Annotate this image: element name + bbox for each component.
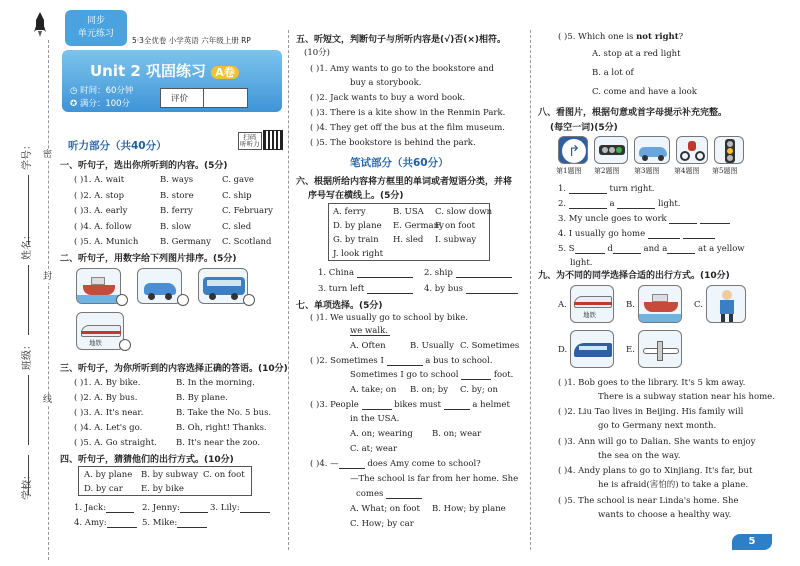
q3-row[interactable]: ( )5. A. Go straight.	[74, 438, 157, 448]
q2-pic-subway	[76, 312, 124, 350]
rocket-icon	[34, 12, 46, 38]
q9-item-cont: There is a subway station near his home.	[598, 392, 775, 402]
q7-item-cont: in the USA.	[350, 414, 400, 424]
q5-item[interactable]: ( )1. Amy wants to go to the bookstore and	[310, 64, 494, 74]
q6-option: H. sled	[393, 235, 424, 245]
q7-option: B. a lot of	[592, 68, 634, 78]
answer-blank[interactable]	[106, 504, 134, 513]
name-label: 姓名：	[22, 230, 33, 260]
class-label: 班级：	[22, 340, 33, 370]
q7-title: 七、单项选择。(5分)	[296, 301, 383, 311]
q9-pic-ship	[638, 285, 682, 323]
q7-item[interactable]: ( )5. Which one is not right?	[558, 32, 684, 42]
name-line[interactable]	[28, 265, 29, 335]
answer-blank[interactable]	[177, 519, 207, 528]
q8-item: 4. I usually go home	[558, 229, 715, 239]
q1-row[interactable]: ( )3. A. early	[74, 206, 128, 216]
q4-option: C. on foot	[203, 470, 245, 480]
q6-blank-row: 4. by bus	[424, 284, 518, 294]
q4-title: 四、听句子，猜猜他们的出行方式。(10分)	[60, 455, 234, 465]
q1-option: C. gave	[222, 175, 254, 185]
q6-option: G. by train	[333, 235, 379, 245]
q9-item[interactable]: ( )4. Andy plans to go to Xinjiang. It's far, but	[558, 466, 753, 476]
answer-blank[interactable]	[466, 285, 518, 294]
q4-blank-row: 5. Mike:	[142, 518, 207, 528]
q3-row[interactable]: ( )3. A. It's near.	[74, 408, 144, 418]
q1-row[interactable]: ( )5. A. Munich	[74, 237, 139, 247]
answer-blank[interactable]	[569, 200, 607, 209]
answer-blank[interactable]	[613, 245, 641, 254]
q7-item-cont: comes	[356, 489, 422, 499]
qr-code-icon[interactable]	[263, 130, 283, 150]
q7-item[interactable]: ( )1. We usually go to school by bike.	[310, 313, 468, 323]
q8-pic-3	[634, 136, 670, 164]
q9-pic-plane	[638, 330, 682, 368]
q6-option: I. subway	[435, 235, 477, 245]
q4-option: A. by plane	[84, 470, 133, 480]
q8-caption: 第2题图	[594, 167, 620, 175]
badge-line-1: 同步	[86, 16, 105, 26]
answer-blank[interactable]	[387, 357, 423, 366]
q9-pic-train	[570, 330, 614, 368]
q6-title-2: 序号写在横线上。(5分)	[308, 191, 404, 201]
title-tag: A卷	[211, 66, 239, 79]
qr-caption: 扫码 听听力	[238, 132, 262, 150]
column-divider	[530, 30, 531, 550]
q8-pic-1	[558, 136, 588, 164]
q1-option: C. February	[222, 206, 273, 216]
time-label: ◷ 时间：60分钟	[70, 86, 134, 96]
q9-pic-subway	[570, 285, 614, 323]
answer-blank[interactable]	[575, 245, 605, 254]
series-label: 5·3全优卷 小学英语 六年级上册 RP	[132, 36, 251, 45]
q7-option: B. on; by	[410, 385, 449, 395]
q7-option: A. on; wearing	[350, 429, 413, 439]
answer-blank[interactable]	[667, 245, 695, 254]
binding-strip	[0, 0, 60, 566]
q4-options-box	[78, 466, 252, 496]
q1-option: B. ferry	[160, 206, 193, 216]
q1-row[interactable]: ( )2. A. stop	[74, 191, 125, 201]
q8-pic-2	[594, 136, 628, 164]
column-3	[536, 0, 798, 566]
cut-mark-feng: 封	[43, 272, 53, 282]
q8-pic-5	[714, 136, 744, 164]
q1-option: C. Scotland	[222, 237, 272, 247]
q8-caption: 第1题图	[556, 167, 582, 175]
q3-row[interactable]: ( )1. A. By bike.	[74, 378, 141, 388]
q1-option: C. sled	[222, 222, 252, 232]
rating-divider	[203, 89, 204, 107]
walking-kid-icon	[722, 290, 732, 300]
q7-option: C. at; wear	[350, 444, 398, 454]
listening-section-title: 听力部分（共40分）	[68, 140, 167, 152]
q7-option: A. stop at a red light	[592, 49, 681, 59]
title-banner	[62, 50, 282, 112]
q3-row[interactable]: ( )2. A. By bus.	[74, 393, 138, 403]
q9-label: C.	[694, 300, 703, 310]
column-divider	[288, 30, 289, 550]
q3-option: B. In the morning.	[176, 378, 255, 388]
student-id-label: 学号：	[22, 140, 33, 170]
q7-option: B. on; wear	[432, 429, 482, 439]
q3-option: B. By plane.	[176, 393, 228, 403]
answer-blank[interactable]	[669, 215, 697, 224]
column-2	[296, 0, 526, 566]
answer-blank[interactable]	[357, 269, 413, 278]
answer-blank[interactable]	[461, 371, 491, 380]
q7-option: A. Often	[350, 341, 386, 351]
q6-blank-row: 3. turn left	[318, 284, 413, 294]
answer-blank[interactable]	[339, 460, 365, 469]
q8-subtitle: (每空一词)(5分)	[550, 123, 618, 133]
q7-item[interactable]: ( )4. — does Amy come to school?	[310, 459, 481, 469]
q8-item-cont: light.	[570, 258, 593, 268]
answer-blank[interactable]	[683, 230, 715, 239]
q6-blank-row: 2. ship	[424, 268, 512, 278]
ship-icon	[644, 302, 678, 312]
cut-mark-mi: 密	[43, 150, 53, 160]
q7-item-cont: Sometimes I go to school foot.	[350, 370, 514, 380]
q4-option: B. by subway	[141, 470, 199, 480]
answer-blank[interactable]	[617, 200, 655, 209]
q7-option: B. Usually	[410, 341, 454, 351]
q4-option: D. by car	[84, 484, 123, 494]
school-label: 学校：	[22, 470, 33, 500]
q8-item: 1. turn right.	[558, 184, 655, 194]
q9-item[interactable]: ( )3. Ann will go to Dalian. She wants to enjoy	[558, 437, 756, 447]
cut-line	[48, 40, 49, 560]
q1-option: C. ship	[222, 191, 252, 201]
q6-option: C. slow down	[435, 207, 493, 217]
answer-blank[interactable]	[700, 215, 730, 224]
q7-option: C. come and have a look	[592, 87, 697, 97]
q7-option: C. How; by car	[350, 519, 414, 529]
q5-item[interactable]: ( )5. The bookstore is behind the park.	[310, 138, 476, 148]
column-1	[60, 0, 288, 566]
q9-label: E.	[626, 345, 635, 355]
q5-item[interactable]: ( )2. Jack wants to buy a word book.	[310, 93, 466, 103]
rating-box[interactable]	[160, 88, 248, 108]
score-label: ✪ 满分：100分	[70, 99, 131, 109]
q8-caption: 第5题图	[712, 167, 738, 175]
answer-blank[interactable]	[569, 185, 607, 194]
q6-option: A. ferry	[333, 207, 366, 217]
q1-row[interactable]: ( )4. A. follow	[74, 222, 132, 232]
class-line[interactable]	[28, 375, 29, 445]
q7-option: C. by; on	[460, 385, 499, 395]
q7-option: B. How; by plane	[432, 504, 506, 514]
q2-pic-ship	[76, 268, 121, 304]
q3-title: 三、听句子，为你所听到的内容选择正确的答语。(10分)	[60, 364, 288, 374]
clock-icon: ◷	[70, 86, 81, 96]
answer-blank[interactable]	[367, 285, 413, 294]
page-title: Unit 2 巩固练习 A卷	[90, 60, 239, 81]
q2-answer-circle[interactable]	[119, 339, 131, 351]
q1-row[interactable]: ( )1. A. wait	[74, 175, 125, 185]
q9-item[interactable]: ( )1. Bob goes to the library. It's 5 km away.	[558, 378, 746, 388]
q6-option: B. USA	[393, 207, 424, 217]
q2-title: 二、听句子，用数字给下列图片排序。(5分)	[60, 254, 237, 264]
q5-title: 五、听短文，判断句子与所听内容是(√)否(×)相符。	[296, 35, 506, 45]
q1-title: 一、听句子，选出你所听到的内容。(5分)	[60, 161, 228, 171]
q9-item[interactable]: ( )2. Liu Tao lives in Beijing. His family will	[558, 407, 744, 417]
q7-option: A. take; on	[350, 385, 397, 395]
answer-blank[interactable]	[386, 490, 422, 499]
writing-section-title: 笔试部分（共60分）	[350, 157, 449, 169]
q8-caption: 第4题图	[674, 167, 700, 175]
q7-item-cont: we walk.	[350, 326, 388, 336]
q9-item-cont: he is afraid(害怕的) to take a plane.	[598, 480, 749, 490]
answer-blank[interactable]	[240, 504, 270, 513]
answer-blank[interactable]	[180, 504, 208, 513]
rating-label: 评价	[171, 94, 189, 104]
q8-item: 3. My uncle goes to work	[558, 214, 730, 224]
q7-item-cont: —The school is far from her home. She	[350, 474, 519, 484]
q9-label: A.	[558, 300, 567, 310]
answer-blank[interactable]	[444, 401, 470, 410]
q9-item[interactable]: ( )5. The school is near Linda's home. She	[558, 496, 739, 506]
q1-option: B. ways	[160, 175, 194, 185]
q7-item[interactable]: ( )3. People bikes must a helmet	[310, 400, 510, 410]
q2-subway-label: 地铁	[89, 339, 102, 347]
q2-answer-circle[interactable]	[177, 294, 189, 306]
q8-title: 八、看图片，根据句意或首字母提示补充完整。	[538, 108, 728, 118]
q4-blank-row: 4. Amy:	[74, 518, 137, 528]
q9-item-cont: wants to choose a healthy way.	[598, 510, 732, 520]
answer-blank[interactable]	[107, 519, 137, 528]
q9-title: 九、为不同的同学选择合适的出行方式。(10分)	[538, 271, 730, 281]
turn-right-sign-icon: ↱	[562, 139, 586, 163]
q3-option: B. It's near the zoo.	[176, 438, 261, 448]
answer-blank[interactable]	[362, 401, 392, 410]
q3-option: B. Oh, right! Thanks.	[176, 423, 267, 433]
q6-option: E. Germany	[393, 221, 444, 231]
answer-blank[interactable]	[648, 230, 680, 239]
q3-row[interactable]: ( )4. A. Let's go.	[74, 423, 143, 433]
q2-answer-circle[interactable]	[243, 294, 255, 306]
q2-pic-bus	[198, 268, 248, 304]
q6-option: F. on foot	[435, 221, 476, 231]
q2-pic-car	[137, 268, 182, 304]
q1-option: B. slow	[160, 222, 192, 232]
q4-option: E. by bike	[141, 484, 184, 494]
q5-score: (10分)	[304, 48, 330, 58]
q5-item[interactable]: ( )3. There is a kite show in the Renmin Park.	[310, 108, 506, 118]
q2-answer-circle[interactable]	[116, 294, 128, 306]
q4-blank-row: 2. Jenny:	[142, 503, 208, 513]
ship-icon	[83, 285, 115, 295]
q7-item[interactable]: ( )2. Sometimes I a bus to school.	[310, 356, 493, 366]
page-number: 5	[748, 536, 756, 547]
q9-pic-walk	[706, 285, 746, 323]
q9-subway-label: 地铁	[583, 311, 596, 319]
cut-mark-xian: 线	[43, 395, 53, 405]
q8-caption: 第3题图	[634, 167, 660, 175]
q9-item-cont: go to Germany next month.	[598, 421, 717, 431]
q9-label: D.	[558, 345, 568, 355]
q6-title: 六、根据所给内容将方框里的单词或者短语分类，并将	[296, 177, 513, 187]
q9-item-cont: the sea on the way.	[598, 451, 681, 461]
badge-line-2: 单元练习	[77, 29, 114, 39]
q8-item: 5. S d and a at a yellow	[558, 244, 745, 254]
q4-blank-row: 1. Jack:	[74, 503, 134, 513]
unit-badge	[65, 10, 127, 46]
bike-icon	[680, 151, 690, 161]
q1-option: B. Germany	[160, 237, 211, 247]
q7-option: A. What; on foot	[350, 504, 420, 514]
q6-options-box	[328, 203, 493, 261]
q8-item: 2. a light.	[558, 199, 681, 209]
school-line[interactable]	[28, 455, 29, 495]
q1-option: B. store	[160, 191, 194, 201]
q6-blank-row: 1. China	[318, 268, 413, 278]
q6-option: D. by plane	[333, 221, 382, 231]
q8-pic-4	[676, 136, 708, 164]
q3-option: B. Take the No. 5 bus.	[176, 408, 272, 418]
star-icon: ✪	[70, 99, 80, 109]
q6-option: J. look right	[333, 249, 384, 259]
page-number-badge	[732, 534, 772, 550]
q9-label: B.	[626, 300, 635, 310]
q7-option: C. Sometimes	[460, 341, 520, 351]
answer-blank[interactable]	[456, 269, 512, 278]
q4-blank-row: 3. Lily:	[210, 503, 270, 513]
q5-item[interactable]: ( )4. They get off the bus at the film museum.	[310, 123, 505, 133]
q5-item-cont: buy a storybook.	[350, 78, 422, 88]
